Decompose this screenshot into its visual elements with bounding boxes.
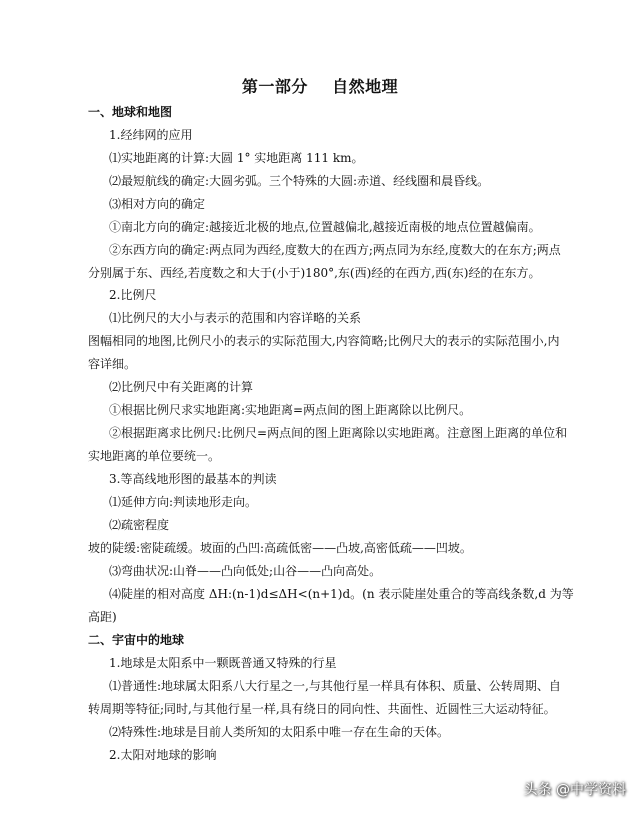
text-line: ⑴比例尺的大小与表示的范围和内容详略的关系 xyxy=(109,311,362,325)
text-line: ⑴实地距离的计算:大圆 1° 实地距离 111 km。 xyxy=(109,151,364,165)
section-heading-earth-in-universe: 二、宇宙中的地球 xyxy=(88,633,185,647)
text-line: 容详细。 xyxy=(88,357,137,371)
text-line: ⑴普通性:地球属太阳系八大行星之一,与其他行星一样具有体积、质量、公转周期、自 xyxy=(109,679,561,693)
text-line: 1.经纬网的应用 xyxy=(109,128,193,142)
text-line: 图幅相同的地图,比例尺小的表示的实际范围大,内容简略;比例尺大的表示的实际范围小,内 xyxy=(88,334,560,348)
text-line: ②东西方向的确定:两点同为西经,度数大的在西方;两点同为东经,度数大的在东方;两点 xyxy=(109,243,561,257)
text-line: ⑵比例尺中有关距离的计算 xyxy=(109,380,254,394)
text-line: ⑷陡崖的相对高度 ΔH:(n-1)d≤ΔH<(n+1)d。(n 表示陡崖处重合的等高线条数,d 为等 xyxy=(109,587,574,601)
text-line: ⑴延伸方向:判读地形走向。 xyxy=(109,495,258,509)
text-line: ①南北方向的确定:越接近北极的地点,位置越偏北,越接近南极的地点位置越偏南。 xyxy=(109,220,541,234)
text-line: ②根据距离求比例尺:比例尺=两点间的图上距离除以实地距离。注意图上距离的单位和 xyxy=(109,426,568,440)
text-line: 分别属于东、西经,若度数之和大于(小于)180°,东(西)经的在西方,西(东)经的在东方。 xyxy=(88,266,541,280)
section-heading-earth-and-maps: 一、地球和地图 xyxy=(88,105,173,119)
text-line: 2.比例尺 xyxy=(109,288,157,302)
text-line: ⑵特殊性:地球是目前人类所知的太阳系中唯一存在生命的天体。 xyxy=(109,725,450,739)
text-line: ⑵最短航线的确定:大圆劣弧。三个特殊的大圆:赤道、经线圈和晨昏线。 xyxy=(109,174,490,188)
page-title: 第一部分 自然地理 xyxy=(241,77,399,96)
text-line: 转周期等特征;同时,与其他行星一样,具有绕日的同向性、共面性、近圆性三大运动特征。 xyxy=(88,702,556,716)
text-line: 1.地球是太阳系中一颗既普通又特殊的行星 xyxy=(109,656,337,670)
text-line: ⑶弯曲状况:山脊——凸向低处;山谷——凸向高处。 xyxy=(109,564,382,578)
text-line: 高距) xyxy=(88,610,117,624)
text-line: ⑵疏密程度 xyxy=(109,518,170,532)
watermark-label: 头条 @中学资料 xyxy=(523,782,626,798)
text-line: 2.太阳对地球的影响 xyxy=(109,748,217,762)
text-line: ①根据比例尺求实地距离:实地距离=两点间的图上距离除以比例尺。 xyxy=(109,403,472,417)
text-line: 坡的陡缓:密陡疏缓。坡面的凸凹:高疏低密——凸坡,高密低疏——凹坡。 xyxy=(88,541,472,555)
text-line: ⑶相对方向的确定 xyxy=(109,197,206,211)
text-line: 实地距离的单位要统一。 xyxy=(88,449,221,463)
text-line: 3.等高线地形图的最基本的判读 xyxy=(109,472,277,486)
